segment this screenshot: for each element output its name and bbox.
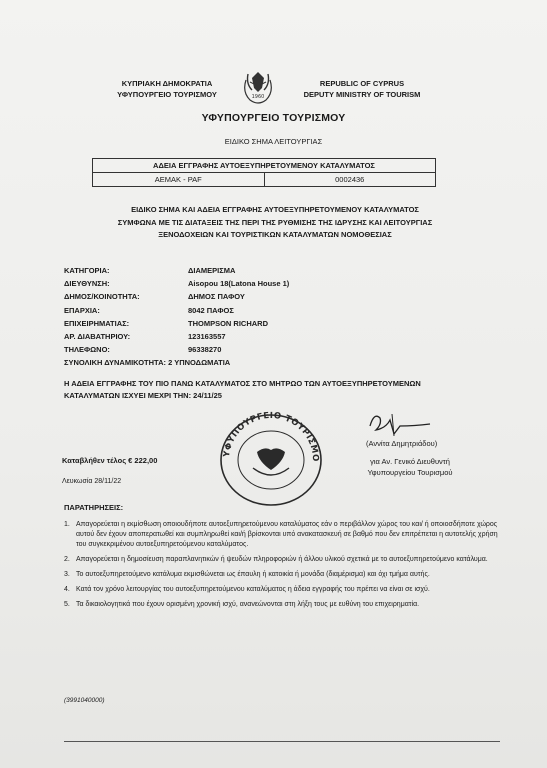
- field-row: [64, 356, 289, 369]
- header-greek-line2: ΥΦΥΠΟΥΡΓΕΙΟ ΤΟΥΡΙΣΜΟΥ: [117, 90, 217, 99]
- validity-line2: ΚΑΤΑΛΥΜΑΤΩΝ ΙΣΧΥΕΙ ΜΕΧΡΙ ΤΗΝ: 24/11/25: [64, 390, 222, 400]
- header-greek-line1: ΚΥΠΡΙΑΚΗ ΔΗΜΟΚΡΑΤΙΑ: [121, 79, 213, 88]
- list-item: [64, 585, 500, 595]
- note-text: Απαγορεύεται η δημοσίευση παραπλανητικών ή ψευδών πληροφοριών ή άλλου υλικού σχετικά με το αυτοεξυπηρετούμενο κατάλυμα.: [76, 556, 488, 563]
- special-sign-heading: ΕΙΔΙΚΟ ΣΗΜΑ ΛΕΙΤΟΥΡΓΙΑΣ: [224, 137, 323, 146]
- header-english-line1: REPUBLIC OF CYPRUS: [319, 79, 405, 88]
- issue-date: Λευκωσία 28/11/22: [62, 478, 122, 485]
- intro-line1: ΕΙΔΙΚΟ ΣΗΜΑ ΚΑΙ ΑΔΕΙΑ ΕΓΓΡΑΦΗΣ ΑΥΤΟΕΞΥΠΗΡΕΤΟΥΜΕΝΟΥ ΚΑΤΑΛΥΜΑΤΟΣ: [131, 205, 419, 214]
- list-item: [64, 570, 500, 580]
- field-value: 123163557: [188, 332, 226, 342]
- field-row: [64, 304, 289, 317]
- field-value: 2 ΥΠΝΟΔΩΜΑΤΙΑ: [168, 358, 231, 368]
- note-number: 4.: [64, 586, 70, 593]
- note-text: Το αυτοεξυπηρετούμενο κατάλυμα εκμισθώνεται ως έπαυλη ή κατοικία ή μονάδα (διαμέρισμα) και όχι τμήμα αυτής.: [76, 571, 430, 578]
- field-label: ΚΑΤΗΓΟΡΙΑ:: [64, 266, 110, 275]
- list-item: [64, 600, 500, 610]
- property-fields: [64, 264, 289, 370]
- field-label: ΣΥΝΟΛΙΚΗ ΔΥΝΑΜΙΚΟΤΗΤΑ:: [64, 358, 166, 368]
- field-row: [64, 343, 289, 356]
- footer-divider: [64, 741, 500, 742]
- registration-number: 0002436: [264, 173, 436, 187]
- field-row: [64, 290, 289, 303]
- field-value: ΔΙΑΜΕΡΙΣΜΑ: [188, 266, 236, 275]
- header-english-line2: DEPUTY MINISTRY OF TOURISM: [303, 90, 421, 99]
- field-value: ΔΗΜΟΣ ΠΑΦΟΥ: [188, 292, 245, 302]
- signature-icon: [364, 408, 436, 442]
- list-item: [64, 520, 500, 550]
- field-label: ΕΠΙΧΕΙΡΗΜΑΤΙΑΣ:: [64, 318, 130, 328]
- remarks-heading: ΠΑΡΑΤΗΡΗΣΕΙΣ:: [64, 503, 124, 512]
- note-number: 5.: [64, 601, 70, 608]
- signatory-role-line2: Υφυπουργείου Τουρισμού: [367, 468, 453, 477]
- field-label: ΕΠΑΡΧΙΑ:: [64, 305, 100, 315]
- list-item: [64, 555, 500, 565]
- field-value: THOMPSON RICHARD: [188, 318, 268, 328]
- note-number: 2.: [64, 556, 70, 563]
- validity-line1: Η ΑΔΕΙΑ ΕΓΓΡΑΦΗΣ ΤΟΥ ΠΙΟ ΠΑΝΩ ΚΑΤΑΛΥΜΑΤΟΣ ΣΤΟ ΜΗΤΡΩΟ ΤΩΝ ΑΥΤΟΕΞΥΠΗΡΕΤΟΥΜΕΝΩΝ: [64, 379, 421, 388]
- intro-line2: ΣΥΜΦΩΝΑ ΜΕ ΤΙΣ ΔΙΑΤΑΞΕΙΣ ΤΗΣ ΠΕΡΙ ΤΗΣ ΡΥΘΜΙΣΗΣ ΤΗΣ ΙΔΡΥΣΗΣ ΚΑΙ ΛΕΙΤΟΥΡΓΙΑΣ: [117, 217, 433, 227]
- registration-title: ΑΔΕΙΑ ΕΓΓΡΑΦΗΣ ΑΥΤΟΕΞΥΠΗΡΕΤΟΥΜΕΝΟΥ ΚΑΤΑΛΥΜΑΤΟΣ: [93, 159, 436, 173]
- header-english: [296, 78, 428, 100]
- fee-paid: Καταβλήθεν τέλος € 222,00: [62, 456, 158, 465]
- note-number: 3.: [64, 571, 70, 578]
- header-greek: [112, 78, 222, 100]
- registration-code: ΑΕΜΑΚ - PAF: [93, 173, 265, 187]
- ministry-title: ΥΦΥΠΟΥΡΓΕΙΟ ΤΟΥΡΙΣΜΟΥ: [201, 112, 346, 124]
- cyprus-coat-of-arms-icon: [238, 66, 278, 108]
- field-label: ΑΡ. ΔΙΑΒΑΤΗΡΙΟΥ:: [64, 332, 131, 342]
- remarks-list: [64, 520, 500, 615]
- field-value: Aisopou 18(Latona House 1): [188, 279, 290, 289]
- note-number: 1.: [64, 521, 70, 528]
- signatory-role-line1: για Αν. Γενικό Διευθυντή: [370, 457, 450, 466]
- intro-line3: ΞΕΝΟΔΟΧΕΙΩΝ ΚΑΙ ΤΟΥΡΙΣΤΙΚΩΝ ΚΑΤΑΛΥΜΑΤΩΝ ΝΟΜΟΘΕΣΙΑΣ: [158, 230, 392, 239]
- field-value: 8042 ΠΑΦΟΣ: [188, 305, 234, 315]
- field-row: [64, 277, 289, 290]
- field-label: ΔΗΜΟΣ/ΚΟΙΝΟΤΗΤΑ:: [64, 292, 140, 302]
- intro-text: [60, 204, 490, 242]
- field-label: ΤΗΛΕΦΩΝΟ:: [64, 345, 110, 355]
- svg-text:1960: 1960: [251, 94, 265, 100]
- field-row: [64, 330, 289, 343]
- official-stamp-icon: [213, 408, 329, 508]
- registration-table: [92, 158, 436, 187]
- note-text: Απαγορεύεται η εκμίσθωση οποιουδήποτε αυτοεξυπηρετούμενου καταλύματος εάν ο περιβάλλον χώρος του και/ ή οποιοσδήποτε χώρος αυτού δεν έχουν αποπερατωθεί και συμπληρωθεί και/ή βρίσκονται υπό ανακατασκευή σε βαθμό που δεν επιτρέπεται η αυτοτελής χρήση του συγκεκριμένου αυτοεξυπηρετούμενου καταλύματος.: [76, 521, 498, 548]
- signatory-name: (Αννίτα Δημητριάδου): [366, 439, 438, 448]
- stamp-text: ΥΦΥΠΟΥΡΓΕΙΟ ΤΟΥΡΙΣΜΟ: [222, 410, 321, 463]
- note-text: Τα δικαιολογητικά που έχουν ορισμένη χρονική ισχύ, ανανεώνονται στη λήξη τους με ευθύνη του επιχειρηματία.: [76, 601, 420, 608]
- signatory-role: [350, 456, 470, 478]
- note-text: Κατά τον χρόνο λειτουργίας του αυτοεξυπηρετούμενου καταλύματος η άδεια εγγραφής του πρέπει να είναι σε ισχύ.: [76, 586, 430, 593]
- field-label: ΔΙΕΥΘΥΝΣΗ:: [64, 279, 110, 289]
- validity-statement: [64, 378, 504, 401]
- field-row: [64, 264, 289, 277]
- field-value: 96338270: [188, 345, 222, 355]
- field-row: [64, 317, 289, 330]
- document-code: (3991040000): [64, 697, 105, 704]
